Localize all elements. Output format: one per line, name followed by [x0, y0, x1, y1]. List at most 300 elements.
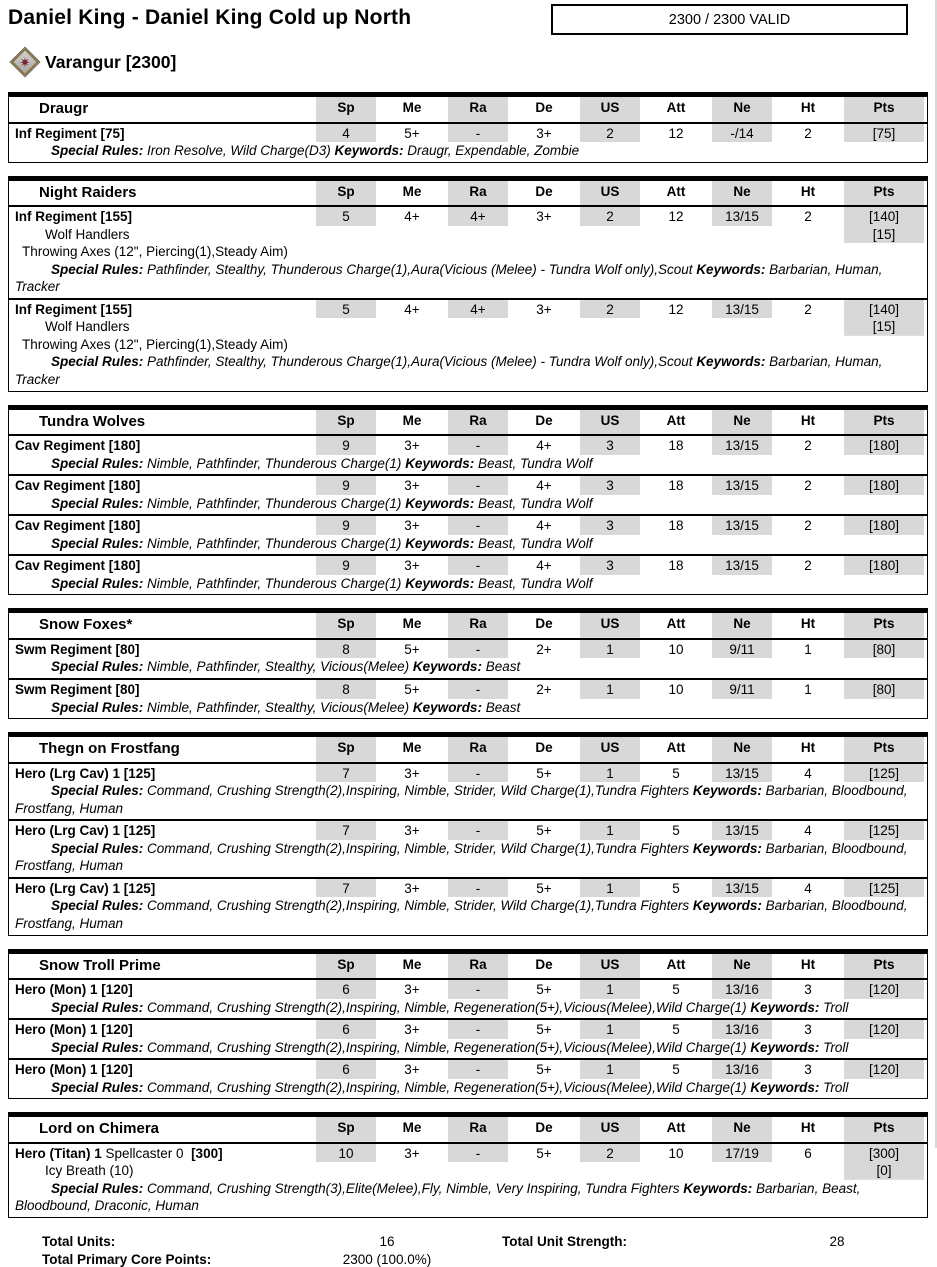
stat-value: 10 [313, 1143, 379, 1163]
keywords-label: Keywords: [405, 535, 475, 551]
stat-value: 3 [577, 435, 643, 455]
column-header-ne: Ne [709, 1117, 775, 1143]
unit-name: Swm Regiment [80] [15, 682, 140, 698]
column-header-ra: Ra [445, 181, 511, 207]
stat-value: - [445, 515, 511, 535]
special-rules-label: Special Rules: [51, 898, 144, 914]
stat-value: 12 [668, 125, 684, 141]
column-header-ra: Ra [445, 954, 511, 980]
unit-entry [9, 679, 927, 718]
unit-name: Hero (Lrg Cav) 1 [125] [15, 823, 156, 839]
unit-entry [9, 123, 927, 162]
special-rules-label: Special Rules: [51, 354, 144, 370]
stat-value: [140] [841, 299, 927, 319]
varangur-diamond-icon: ✷ [11, 48, 39, 76]
stat-value: 13/16 [709, 979, 775, 999]
column-header-de: De [535, 100, 553, 115]
column-header-pts: Pts [841, 954, 927, 980]
column-header-de: De [535, 412, 553, 428]
stat-value: 2 [804, 438, 812, 454]
page-header [8, 4, 928, 38]
stat-value: 13/16 [709, 1059, 775, 1079]
stat-value: 3 [577, 475, 643, 495]
unit-entry [9, 299, 927, 391]
unit-entry [9, 1019, 927, 1059]
column-header-pts: Pts [841, 737, 927, 763]
stat-value: 1 [804, 641, 812, 657]
column-header-ne: Ne [709, 97, 775, 123]
column-header-us: US [577, 410, 643, 436]
stat-value: - [445, 475, 511, 495]
unit-stat-row [9, 435, 927, 455]
special-rules-row: Special Rules: Nimble, Pathfinder, Thunderous Charge(1) Keywords: Beast, Tundra Wolf [51, 535, 593, 551]
unit-name: Swm Regiment [80] [15, 641, 140, 657]
stat-value: [120] [841, 979, 927, 999]
stat-value: 3+ [536, 125, 552, 141]
stat-value: 1 [577, 1019, 643, 1039]
keywords-label: Keywords: [750, 1079, 820, 1095]
column-header-pts: Pts [841, 97, 927, 123]
unit-option-label: Throwing Axes (12", Piercing(1),Steady Aim) [22, 336, 288, 352]
stat-value: - [445, 763, 511, 783]
special-rules-label: Special Rules: [51, 659, 144, 675]
stat-value: 2 [577, 123, 643, 143]
unit-stats-table [9, 954, 927, 1099]
unit-group-name: Snow Troll Prime [39, 956, 161, 974]
total-unit-strength-value: 28 [829, 1234, 845, 1250]
unit-stats-table [9, 1117, 927, 1217]
unit-stat-row [9, 763, 927, 783]
column-header-ht: Ht [800, 740, 816, 756]
section-header-row [9, 1117, 927, 1143]
keywords-label: Keywords: [405, 575, 475, 591]
column-header-ht: Ht [800, 956, 816, 972]
column-header-ra: Ra [445, 97, 511, 123]
stat-value: 3+ [404, 1022, 420, 1038]
unit-name: Cav Regiment [180] [15, 438, 141, 454]
unit-name: Hero (Lrg Cav) 1 [125] [15, 880, 156, 896]
stat-value: 2 [804, 478, 812, 494]
stat-value: 3+ [404, 880, 420, 896]
stat-value: [180] [841, 435, 927, 455]
stat-value: [180] [841, 515, 927, 535]
unit-option-row [9, 226, 927, 244]
unit-stats-table [9, 613, 927, 718]
special-rules-label: Special Rules: [51, 143, 144, 159]
special-rules-label: Special Rules: [51, 261, 144, 277]
stat-value: 4+ [404, 301, 420, 317]
stat-value: 4+ [536, 518, 552, 534]
keywords-label: Keywords: [405, 455, 475, 471]
unit-entry [9, 979, 927, 1019]
stat-value: [125] [841, 820, 927, 840]
stat-value: 2 [804, 125, 812, 141]
stat-value: 7 [313, 820, 379, 840]
stat-value: 1 [577, 639, 643, 659]
unit-stat-row [9, 820, 927, 840]
unit-section [8, 608, 928, 719]
special-rules-label: Special Rules: [51, 1079, 144, 1095]
unit-entry [9, 1059, 927, 1098]
column-header-ra: Ra [445, 410, 511, 436]
stat-value: 17/19 [709, 1143, 775, 1163]
stat-value: - [445, 435, 511, 455]
unit-section [8, 405, 928, 596]
column-header-ra: Ra [445, 1117, 511, 1143]
stat-value: 13/15 [709, 555, 775, 575]
unit-stat-row [9, 1059, 927, 1079]
special-rules-label: Special Rules: [51, 999, 144, 1015]
column-header-de: De [535, 183, 553, 199]
column-header-us: US [577, 1117, 643, 1143]
stat-value: - [445, 639, 511, 659]
stat-value: 10 [668, 641, 684, 657]
stat-value: 9/11 [709, 639, 775, 659]
faction-header [10, 47, 928, 77]
unit-section [8, 732, 928, 935]
stat-value: 5 [672, 1022, 680, 1038]
unit-option-row [9, 243, 927, 261]
stat-value: 3+ [404, 1062, 420, 1078]
unit-entry [9, 555, 927, 594]
unit-name: Inf Regiment [155] [15, 209, 133, 225]
stat-value: 5+ [404, 682, 420, 698]
unit-stat-row [9, 555, 927, 575]
points-validation-badge [551, 4, 908, 35]
keywords-label: Keywords: [412, 699, 482, 715]
stat-value: 5+ [536, 1022, 552, 1038]
column-header-att: Att [666, 1120, 686, 1136]
column-header-me: Me [402, 183, 422, 199]
unit-entry [9, 878, 927, 935]
column-header-att: Att [666, 100, 686, 115]
total-units-label: Total Units: [42, 1234, 116, 1250]
column-header-att: Att [666, 183, 686, 199]
keywords-label: Keywords: [696, 354, 766, 370]
column-header-us: US [577, 613, 643, 639]
stat-value: 5 [672, 1062, 680, 1078]
stat-value: 5 [313, 299, 379, 319]
special-rules-label: Special Rules: [51, 535, 144, 551]
stat-value: 3+ [404, 823, 420, 839]
unit-option-label: Icy Breath (10) [45, 1163, 134, 1179]
keywords-label: Keywords: [405, 495, 475, 511]
unit-stat-row [9, 206, 927, 226]
stat-value: 4+ [404, 209, 420, 225]
unit-group-name: Lord on Chimera [39, 1120, 160, 1138]
stat-value: 3 [804, 1062, 812, 1078]
unit-entry [9, 820, 927, 878]
special-rules-label: Special Rules: [51, 1180, 144, 1196]
unit-name: Inf Regiment [75] [15, 125, 125, 141]
stat-value: 13/15 [709, 515, 775, 535]
unit-name: Cav Regiment [180] [15, 518, 141, 534]
unit-name: Hero (Mon) 1 [120] [15, 1062, 133, 1078]
stat-value: 2 [804, 301, 812, 317]
stat-value: 2 [804, 209, 812, 225]
special-rules-row: Special Rules: Iron Resolve, Wild Charge(D3) Keywords: Draugr, Expendable, Zombie [51, 143, 580, 159]
column-header-me: Me [402, 1120, 422, 1136]
stat-value: 18 [668, 438, 684, 454]
column-header-ht: Ht [800, 100, 816, 115]
stat-value: 13/16 [709, 1019, 775, 1039]
special-rules-row: Special Rules: Nimble, Pathfinder, Stealthy, Vicious(Melee) Keywords: Beast [51, 699, 521, 715]
stat-value: 4+ [536, 558, 552, 574]
column-header-att: Att [666, 616, 686, 632]
stat-value: 8 [313, 679, 379, 699]
column-header-us: US [577, 97, 643, 123]
stat-value: 18 [668, 478, 684, 494]
stat-value: 5+ [536, 765, 552, 781]
column-header-de: De [535, 956, 553, 972]
stat-value: [300] [841, 1143, 927, 1163]
stat-value: 3+ [536, 301, 552, 317]
stat-value: [75] [841, 123, 927, 143]
special-rules-label: Special Rules: [51, 495, 144, 511]
unit-group-name: Snow Foxes* [39, 616, 133, 634]
keywords-label: Keywords: [412, 659, 482, 675]
unit-stat-row [9, 123, 927, 143]
unit-option-points: [0] [841, 1162, 927, 1180]
stat-value: 1 [577, 1059, 643, 1079]
stat-value: 3+ [404, 478, 420, 494]
stat-value: 4 [313, 123, 379, 143]
stat-value: 9 [313, 515, 379, 535]
unit-name: Cav Regiment [180] [15, 478, 141, 494]
special-rules-row: Special Rules: Pathfinder, Stealthy, Thunderous Charge(1),Aura(Vicious (Melee) - Tundra Wolf only),Scout Keywords: Barbarian, Human, Tracker [15, 261, 883, 295]
column-header-ne: Ne [709, 954, 775, 980]
stat-value: 5 [313, 206, 379, 226]
unit-entry [9, 515, 927, 555]
stat-value: 6 [804, 1145, 812, 1161]
column-header-att: Att [666, 956, 686, 972]
stat-value: 4 [804, 765, 812, 781]
unit-entry [9, 206, 927, 299]
stat-value: 13/15 [709, 435, 775, 455]
section-header-row [9, 181, 927, 207]
stat-value: 3+ [404, 765, 420, 781]
special-rules-label: Special Rules: [51, 840, 144, 856]
stat-value: 3 [804, 982, 812, 998]
stat-value: - [445, 1143, 511, 1163]
page-title: Daniel King - Daniel King Cold up North [8, 6, 412, 29]
stat-value: [120] [841, 1059, 927, 1079]
column-header-us: US [577, 954, 643, 980]
unit-group-name: Thegn on Frostfang [39, 740, 180, 758]
unit-option-points [841, 336, 927, 354]
special-rules-row: Special Rules: Command, Crushing Strength(2),Inspiring, Nimble, Strider, Wild Charge(1),Tundra Fighters Keywords: Barbarian, Bloodbound, Frostfang, Human [15, 898, 908, 931]
unit-entry [9, 763, 927, 821]
unit-entry [9, 475, 927, 515]
stat-value: 5 [672, 880, 680, 896]
special-rules-row: Special Rules: Nimble, Pathfinder, Stealthy, Vicious(Melee) Keywords: Beast [51, 659, 521, 675]
unit-stat-row [9, 639, 927, 659]
special-rules-row: Special Rules: Command, Crushing Strength(2),Inspiring, Nimble, Regeneration(5+),Vicious(Melee),Wild Charge(1) Keywords: Troll [51, 1079, 849, 1095]
stat-value: 5+ [536, 1145, 552, 1161]
stat-value: 3+ [404, 518, 420, 534]
stat-value: 9 [313, 475, 379, 495]
section-header-row [9, 97, 927, 123]
stat-value: - [445, 679, 511, 699]
special-rules-row: Special Rules: Command, Crushing Strength(2),Inspiring, Nimble, Strider, Wild Charge(1),Tundra Fighters Keywords: Barbarian, Bloodbound, Frostfang, Human [15, 840, 908, 874]
unit-stats-table [9, 181, 927, 391]
unit-stat-row [9, 679, 927, 699]
unit-name: Inf Regiment [155] [15, 301, 133, 317]
stat-value: 3+ [536, 209, 552, 225]
points-validation-text: 2300 / 2300 VALID [668, 11, 791, 28]
stat-value: 3 [577, 515, 643, 535]
unit-section [8, 92, 928, 163]
stat-value: 18 [668, 558, 684, 574]
column-header-de: De [535, 616, 553, 632]
special-rules-label: Special Rules: [51, 455, 144, 471]
keywords-label: Keywords: [750, 1039, 820, 1055]
stat-value: 5+ [536, 982, 552, 998]
stat-value: 12 [668, 209, 684, 225]
stat-value: 4+ [536, 438, 552, 454]
column-header-us: US [577, 181, 643, 207]
unit-section [8, 1112, 928, 1218]
stat-value: 3+ [404, 558, 420, 574]
column-header-ne: Ne [709, 737, 775, 763]
column-header-att: Att [666, 412, 686, 428]
unit-stat-row [9, 979, 927, 999]
stat-value: 13/15 [709, 820, 775, 840]
stat-value: 3 [577, 555, 643, 575]
column-header-pts: Pts [841, 410, 927, 436]
stat-value: 4 [804, 823, 812, 839]
stat-value: 5+ [536, 1062, 552, 1078]
stat-value: [125] [841, 878, 927, 898]
stat-value: 2 [577, 206, 643, 226]
column-header-pts: Pts [841, 613, 927, 639]
column-header-me: Me [402, 100, 422, 115]
column-header-att: Att [666, 740, 686, 756]
stat-value: [80] [841, 679, 927, 699]
unit-name: Hero (Mon) 1 [120] [15, 982, 133, 998]
keywords-label: Keywords: [692, 783, 762, 799]
stat-value: 18 [668, 518, 684, 534]
stat-value: 1 [577, 878, 643, 898]
unit-entry [9, 1143, 927, 1217]
column-header-ne: Ne [709, 181, 775, 207]
stat-value: 5 [672, 823, 680, 839]
stat-value: 2+ [536, 641, 552, 657]
special-rules-row: Special Rules: Nimble, Pathfinder, Thunderous Charge(1) Keywords: Beast, Tundra Wolf [51, 495, 593, 511]
stat-value: [125] [841, 763, 927, 783]
unit-group-name: Night Raiders [39, 183, 137, 201]
column-header-me: Me [402, 956, 422, 972]
unit-section [8, 949, 928, 1100]
column-header-me: Me [402, 616, 422, 632]
special-rules-row: Special Rules: Command, Crushing Strength(2),Inspiring, Nimble, Regeneration(5+),Vicious(Melee),Wild Charge(1) Keywords: Troll [51, 1039, 849, 1055]
keywords-label: Keywords: [683, 1180, 753, 1196]
stat-value: 5+ [536, 880, 552, 896]
stat-value: 6 [313, 979, 379, 999]
stat-value: 2 [577, 1143, 643, 1163]
stat-value: 4 [804, 880, 812, 896]
column-header-sp: Sp [313, 181, 379, 207]
section-header-row [9, 954, 927, 980]
unit-option-row [9, 1162, 927, 1180]
column-header-pts: Pts [841, 1117, 927, 1143]
stat-value: 2 [577, 299, 643, 319]
special-rules-label: Special Rules: [51, 575, 144, 591]
column-header-ht: Ht [800, 1120, 816, 1136]
stat-value: 2 [804, 558, 812, 574]
unit-name: Hero (Mon) 1 [120] [15, 1022, 133, 1038]
stat-value: 1 [804, 682, 812, 698]
unit-section [8, 176, 928, 392]
keywords-label: Keywords: [334, 143, 404, 159]
stat-value: [120] [841, 1019, 927, 1039]
column-header-sp: Sp [313, 410, 379, 436]
totals-summary [42, 1234, 928, 1267]
stat-value: 5 [672, 982, 680, 998]
column-header-ht: Ht [800, 616, 816, 632]
total-core-points-label: Total Primary Core Points: [42, 1252, 212, 1267]
column-header-me: Me [402, 740, 422, 756]
column-header-ne: Ne [709, 613, 775, 639]
section-header-row [9, 737, 927, 763]
column-header-de: De [535, 740, 553, 756]
unit-option-label: Wolf Handlers [45, 226, 130, 242]
stat-value: 6 [313, 1059, 379, 1079]
stat-value: 5+ [536, 823, 552, 839]
stat-value: 7 [313, 763, 379, 783]
stat-value: 9 [313, 435, 379, 455]
unit-option-points: [15] [841, 226, 927, 244]
column-header-sp: Sp [313, 737, 379, 763]
special-rules-row: Special Rules: Command, Crushing Strength(2),Inspiring, Nimble, Regeneration(5+),Vicious(Melee),Wild Charge(1) Keywords: Troll [51, 999, 849, 1015]
section-header-row [9, 613, 927, 639]
unit-option-points: [15] [841, 318, 927, 336]
unit-option-points [841, 243, 927, 261]
stat-value: 13/15 [709, 878, 775, 898]
stat-value: 13/15 [709, 299, 775, 319]
total-units-value: 16 [379, 1234, 395, 1250]
stat-value: 4+ [445, 206, 511, 226]
stat-value: - [445, 1019, 511, 1039]
stat-value: - [445, 555, 511, 575]
stat-value: 7 [313, 878, 379, 898]
column-header-ht: Ht [800, 412, 816, 428]
column-header-us: US [577, 737, 643, 763]
special-rules-row: Special Rules: Command, Crushing Strength(2),Inspiring, Nimble, Strider, Wild Charge(1),Tundra Fighters Keywords: Barbarian, Bloodbound, Frostfang, Human [15, 783, 908, 816]
unit-group-name: Tundra Wolves [39, 412, 146, 430]
stat-value: [80] [841, 639, 927, 659]
stat-value: 9 [313, 555, 379, 575]
stat-value: 6 [313, 1019, 379, 1039]
unit-option-label: Wolf Handlers [45, 319, 130, 335]
column-header-sp: Sp [313, 97, 379, 123]
column-header-ht: Ht [800, 183, 816, 199]
stat-value: 12 [668, 301, 684, 317]
stat-value: - [445, 979, 511, 999]
stat-value: 4+ [445, 299, 511, 319]
stat-value: 2 [804, 518, 812, 534]
keywords-label: Keywords: [696, 261, 766, 277]
stat-value: 9/11 [709, 679, 775, 699]
section-header-row [9, 410, 927, 436]
stat-value: -/14 [709, 123, 775, 143]
stat-value: [140] [841, 206, 927, 226]
stat-value: 13/15 [709, 475, 775, 495]
stat-value: - [445, 878, 511, 898]
column-header-ra: Ra [445, 737, 511, 763]
unit-stat-row [9, 515, 927, 535]
stat-value: [180] [841, 475, 927, 495]
